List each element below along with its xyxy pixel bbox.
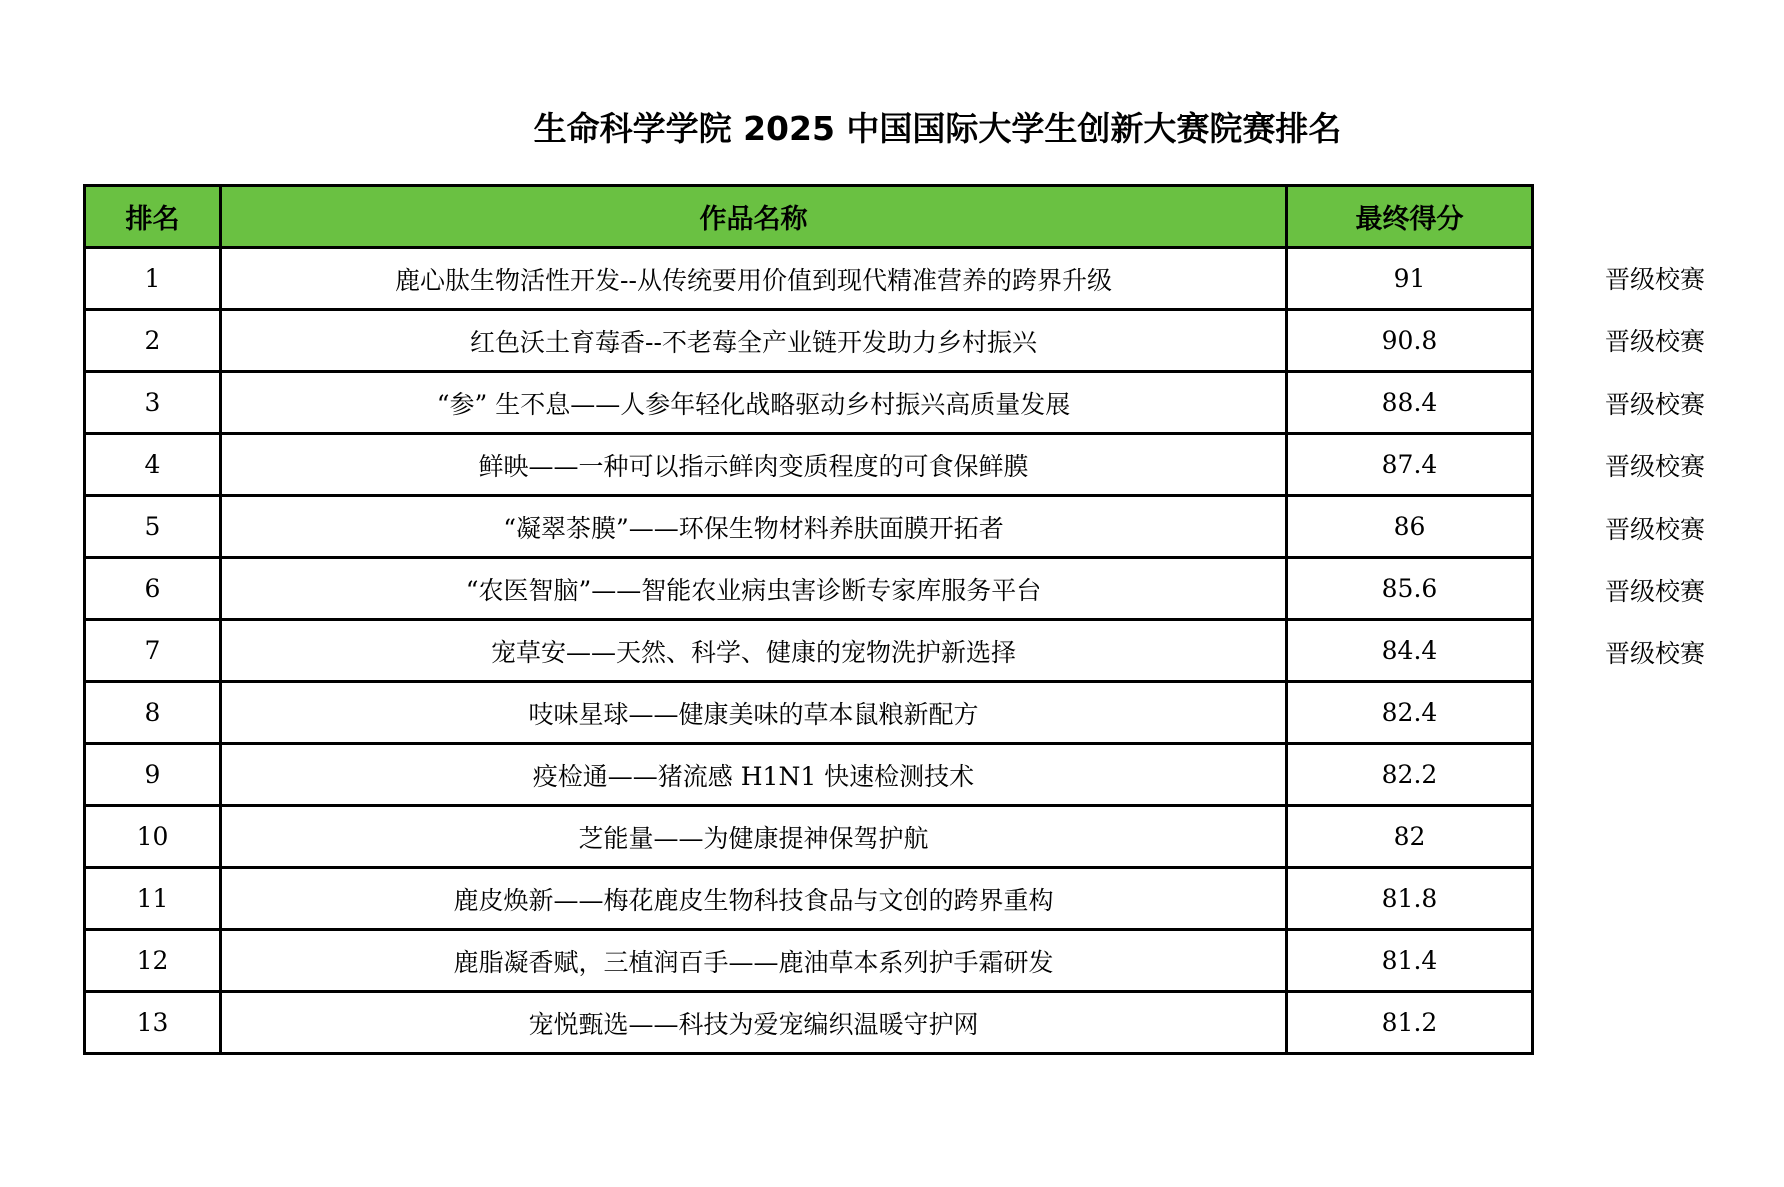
rank-cell: 6 — [85, 558, 221, 620]
rank-cell: 2 — [85, 310, 221, 372]
table-header-row — [85, 186, 1533, 248]
rank-cell: 9 — [85, 744, 221, 806]
advancement-note: 晋级校赛 — [1604, 452, 1705, 482]
rank-cell: 4 — [85, 434, 221, 496]
advancement-note: 晋级校赛 — [1604, 327, 1705, 357]
project-name-cell: 吱味星球——健康美味的草本鼠粮新配方 — [221, 682, 1287, 744]
table-row — [85, 744, 1533, 806]
table-row — [85, 806, 1533, 868]
table-row — [85, 248, 1533, 310]
project-name-cell: 芝能量——为健康提神保驾护航 — [221, 806, 1287, 868]
project-name-cell: “农医智脑”——智能农业病虫害诊断专家库服务平台 — [221, 558, 1287, 620]
advancement-note: 晋级校赛 — [1604, 639, 1705, 669]
table-row — [85, 310, 1533, 372]
header-score: 最终得分 — [1287, 186, 1533, 248]
score-cell: 91 — [1287, 248, 1533, 310]
table-row — [85, 558, 1533, 620]
rank-cell: 1 — [85, 248, 221, 310]
ranking-table — [83, 184, 1534, 1055]
rank-cell: 11 — [85, 868, 221, 930]
project-name-cell: “凝翠茶膜”——环保生物材料养肤面膜开拓者 — [221, 496, 1287, 558]
score-cell: 88.4 — [1287, 372, 1533, 434]
table-row — [85, 930, 1533, 992]
advancement-note: 晋级校赛 — [1604, 389, 1705, 419]
advancement-notes — [1570, 249, 1740, 686]
project-name-cell: 鹿心肽生物活性开发--从传统要用价值到现代精准营养的跨界升级 — [221, 248, 1287, 310]
page-title: 生命科学学院 2025 中国国际大学生创新大赛院赛排名 — [533, 109, 1342, 148]
project-name-cell: 宠悦甄选——科技为爱宠编织温暖守护网 — [221, 992, 1287, 1054]
project-name-cell: 鹿脂凝香赋，三植润百手——鹿油草本系列护手霜研发 — [221, 930, 1287, 992]
project-name-cell: 宠草安——天然、科学、健康的宠物洗护新选择 — [221, 620, 1287, 682]
rank-cell: 13 — [85, 992, 221, 1054]
score-cell: 90.8 — [1287, 310, 1533, 372]
score-cell: 86 — [1287, 496, 1533, 558]
advancement-note: 晋级校赛 — [1604, 514, 1705, 544]
table-row — [85, 372, 1533, 434]
project-name-cell: 疫检通——猪流感 H1N1 快速检测技术 — [221, 744, 1287, 806]
rank-cell: 3 — [85, 372, 221, 434]
project-name-cell: 鲜映——一种可以指示鲜肉变质程度的可食保鲜膜 — [221, 434, 1287, 496]
score-cell: 81.2 — [1287, 992, 1533, 1054]
score-cell: 81.8 — [1287, 868, 1533, 930]
advancement-note: 晋级校赛 — [1604, 265, 1705, 294]
header-name: 作品名称 — [221, 186, 1287, 248]
table-row — [85, 620, 1533, 682]
rank-cell: 12 — [85, 930, 221, 992]
project-name-cell: 鹿皮焕新——梅花鹿皮生物科技食品与文创的跨界重构 — [221, 868, 1287, 930]
score-cell: 82.4 — [1287, 682, 1533, 744]
table-row — [85, 434, 1533, 496]
score-cell: 85.6 — [1287, 558, 1533, 620]
advancement-note: 晋级校赛 — [1604, 576, 1705, 606]
score-cell: 81.4 — [1287, 930, 1533, 992]
rank-cell: 8 — [85, 682, 221, 744]
rank-cell: 5 — [85, 496, 221, 558]
score-cell: 82 — [1287, 806, 1533, 868]
rank-cell: 7 — [85, 620, 221, 682]
table-row — [85, 992, 1533, 1054]
project-name-cell: “参” 生不息——人参年轻化战略驱动乡村振兴高质量发展 — [221, 372, 1287, 434]
score-cell: 87.4 — [1287, 434, 1533, 496]
header-rank: 排名 — [85, 186, 221, 248]
project-name-cell: 红色沃土育莓香--不老莓全产业链开发助力乡村振兴 — [221, 310, 1287, 372]
table-row — [85, 682, 1533, 744]
table-row — [85, 496, 1533, 558]
table-row — [85, 868, 1533, 930]
score-cell: 82.2 — [1287, 744, 1533, 806]
score-cell: 84.4 — [1287, 620, 1533, 682]
rank-cell: 10 — [85, 806, 221, 868]
